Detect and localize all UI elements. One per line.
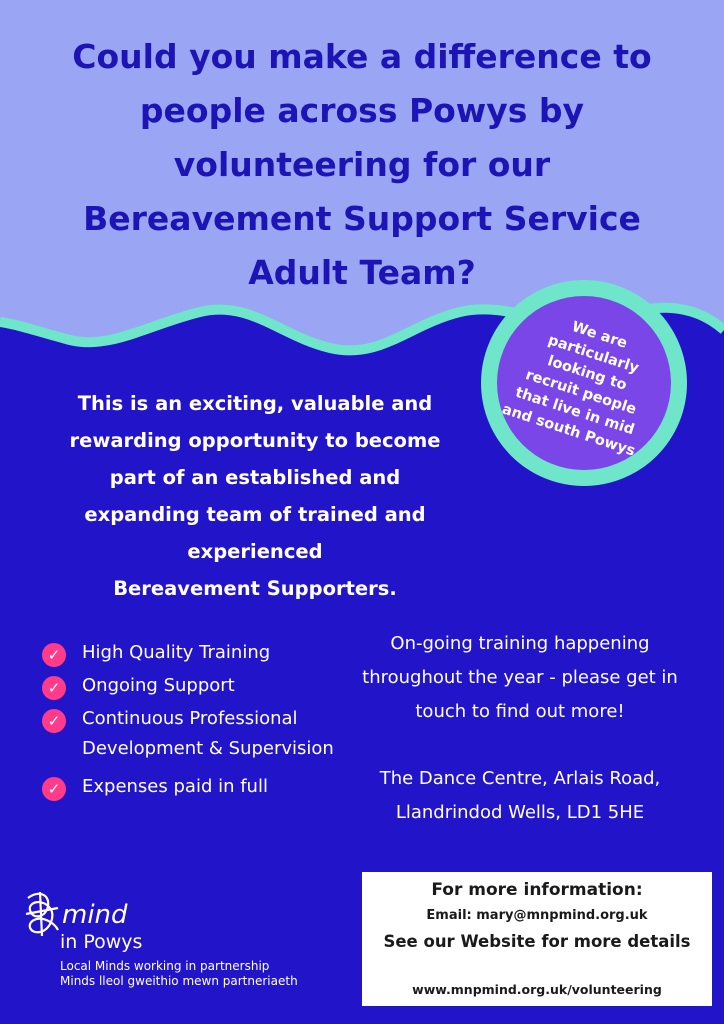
intro-line: experienced — [187, 540, 323, 563]
intro-line: part of an established and — [109, 466, 401, 489]
recruit-badge-text: We are particularly looking to recruit people that live in mid and south Powys — [500, 319, 641, 460]
headline-line: people across Powys by — [139, 91, 585, 130]
logo-place-text: in Powys — [60, 931, 143, 953]
logo-mind-text: mind — [62, 900, 128, 930]
benefits-list — [42, 638, 352, 805]
logo-tagline-cy: Minds lleol gweithio mewn partneriaeth — [60, 974, 298, 988]
benefit-label: Expenses paid in full — [82, 776, 268, 797]
list-item — [42, 772, 352, 802]
website-link[interactable]: www.mnpmind.org.uk/volunteering — [412, 982, 662, 997]
benefit-label: Ongoing Support — [82, 675, 235, 696]
logo-tagline-en: Local Minds working in partnership — [60, 959, 270, 973]
venue-address: The Dance Centre, Arlais Road, Llandrindod Wells, LD1 5HE — [379, 768, 661, 823]
check-icon: ✓ — [42, 676, 66, 700]
list-item — [42, 671, 352, 701]
intro-line: rewarding opportunity to become — [69, 429, 441, 452]
check-icon: ✓ — [42, 709, 66, 733]
intro-text — [20, 385, 490, 607]
benefit-label: High Quality Training — [82, 642, 271, 663]
contact-info-title: For more information: — [431, 880, 643, 900]
intro-line: This is an exciting, valuable and — [77, 392, 433, 415]
headline-line: volunteering for our — [173, 145, 551, 184]
mind-logo-mark-icon — [20, 888, 64, 940]
ongoing-training-text: On-going training happening throughout the year - please get in touch to find out more! — [362, 633, 678, 722]
intro-line: expanding team of trained and — [84, 503, 426, 526]
recruit-badge — [481, 280, 687, 486]
intro-line: Bereavement Supporters. — [113, 577, 397, 600]
headline-line: Could you make a difference to — [72, 37, 652, 76]
headline-line: Adult Team? — [248, 253, 476, 292]
website-prompt: See our Website for more details — [383, 932, 691, 951]
contact-info-box — [362, 872, 712, 1006]
recruit-badge-inner — [497, 296, 671, 470]
headline — [0, 30, 724, 300]
headline-line: Bereavement Support Service — [83, 199, 641, 238]
benefit-label: Continuous Professional Development & Supervision — [82, 708, 334, 759]
list-item — [42, 704, 352, 764]
check-icon: ✓ — [42, 643, 66, 667]
list-item — [42, 638, 352, 668]
check-icon: ✓ — [42, 777, 66, 801]
contact-email[interactable]: Email: mary@mnpmind.org.uk — [426, 908, 648, 923]
